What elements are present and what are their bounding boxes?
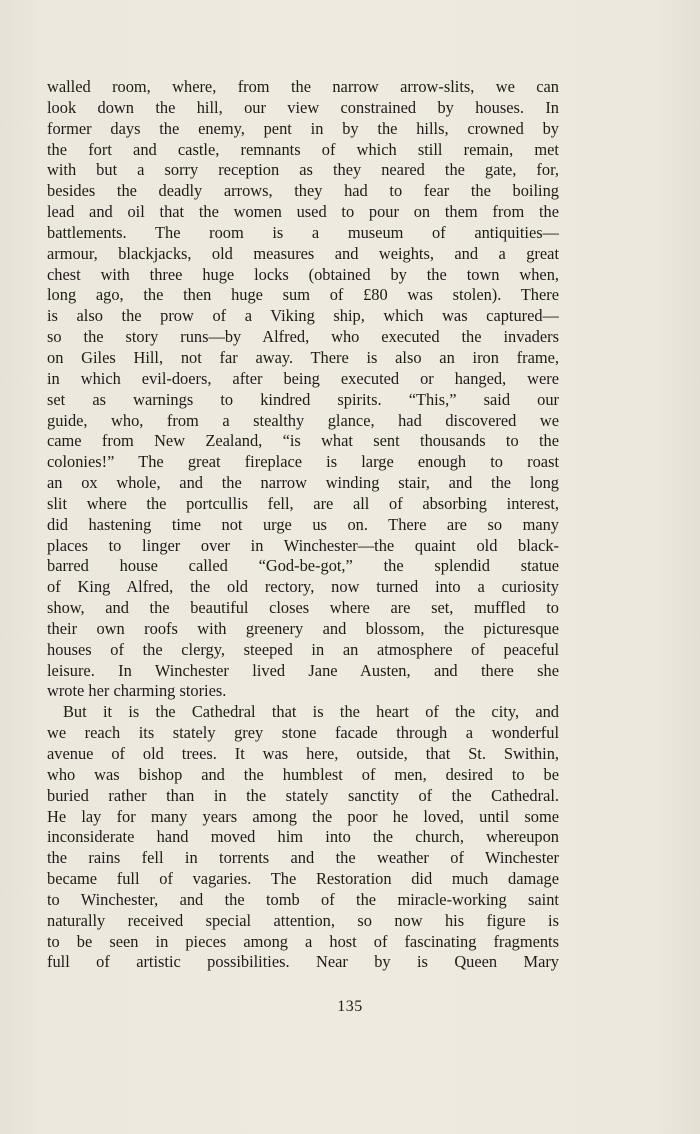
text-line: buried rather than in the stately sanctity of the Cathedral. — [47, 785, 559, 805]
text-line: to Winchester, and the tomb of the miracle-working saint — [47, 889, 559, 909]
text-line: in which evil-doers, after being executed or hanged, were — [47, 368, 559, 388]
text-line: their own roofs with greenery and blossom, the picturesque — [47, 618, 559, 638]
text-line: the rains fell in torrents and the weather of Winchester — [47, 848, 559, 868]
text-line: houses of the clergy, steeped in an atmosphere of peaceful — [47, 639, 559, 659]
text-line: barred house called “God-be-got,” the splendid statue — [47, 556, 559, 576]
text-line: who was bishop and the humblest of men, desired to be — [47, 764, 559, 784]
text-line: with but a sorry reception as they neared the gate, for, — [47, 160, 559, 180]
paragraph-end-line: wrote her charming stories. — [47, 681, 227, 701]
text-line: lead and oil that the women used to pour on them from the — [47, 202, 559, 222]
text-line: He lay for many years among the poor he loved, until some — [47, 806, 559, 826]
paragraph-start-line: But it is the Cathedral that is the heart of the city, and — [63, 702, 559, 722]
page-number: 135 — [337, 998, 363, 1015]
text-line: walled room, where, from the narrow arrow-slits, we can — [47, 77, 559, 96]
text-line: did hastening time not urge us on. There are so many — [47, 514, 559, 534]
text-line: came from New Zealand, “is what sent thousands to the — [47, 431, 559, 451]
text-line: places to linger over in Winchester—the quaint old black- — [47, 535, 559, 555]
text-line: on Giles Hill, not far away. There is also an iron frame, — [47, 347, 559, 367]
text-line: chest with three huge locks (obtained by the town when, — [47, 264, 559, 284]
text-line: of King Alfred, the old rectory, now turned into a curiosity — [47, 577, 559, 597]
text-line: inconsiderate hand moved him into the church, whereupon — [47, 827, 559, 847]
text-line: slit where the portcullis fell, are all of absorbing interest, — [47, 493, 559, 513]
text-line: became full of vagaries. The Restoration did much damage — [47, 869, 559, 889]
text-line: full of artistic possibilities. Near by is Queen Mary — [47, 952, 559, 972]
text-line: look down the hill, our view constrained by houses. In — [47, 97, 559, 117]
text-line: we reach its stately grey stone facade through a wonderful — [47, 723, 559, 743]
text-line: show, and the beautiful closes where are set, muffled to — [47, 598, 559, 618]
text-line: battlements. The room is a museum of antiquities— — [47, 222, 559, 242]
text-line: naturally received special attention, so now his figure is — [47, 910, 559, 930]
text-line: the fort and castle, remnants of which still remain, met — [47, 139, 559, 159]
text-line: besides the deadly arrows, they had to fear the boiling — [47, 181, 559, 201]
text-line: to be seen in pieces among a host of fascinating fragments — [47, 931, 559, 951]
text-line: set as warnings to kindred spirits. “This,” said our — [47, 389, 559, 409]
text-line: avenue of old trees. It was here, outside, that St. Swithin, — [47, 744, 559, 763]
text-line: armour, blackjacks, old measures and weights, and a great — [47, 243, 559, 263]
text-line: is also the prow of a Viking ship, which was captured— — [47, 306, 559, 326]
text-line: an ox whole, and the narrow winding stair, and the long — [47, 473, 559, 493]
text-line: leisure. In Winchester lived Jane Austen, and there she — [47, 660, 559, 680]
text-line: former days the enemy, pent in by the hills, crowned by — [47, 118, 559, 138]
text-line: guide, who, from a stealthy glance, had discovered we — [47, 410, 559, 430]
text-line: colonies!” The great fireplace is large enough to roast — [47, 452, 559, 472]
body-text — [47, 77, 559, 973]
text-line: long ago, the then huge sum of £80 was stolen). There — [47, 285, 559, 305]
text-line: so the story runs—by Alfred, who executed the invaders — [47, 327, 559, 347]
